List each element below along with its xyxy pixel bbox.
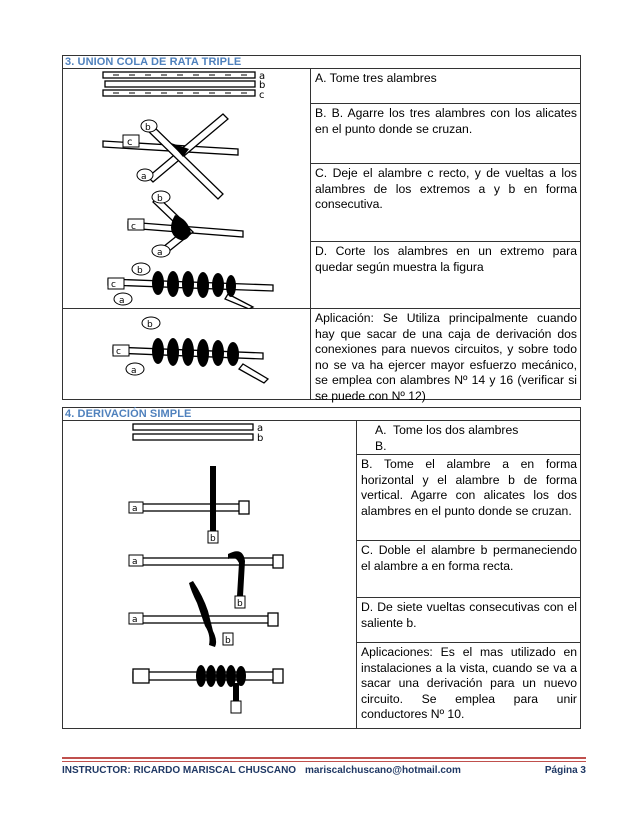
svg-text:c: c <box>111 280 116 290</box>
step-a-text: A. Tome tres alambres <box>315 71 437 85</box>
step-c-row <box>311 164 580 242</box>
triple-wire-illustration <box>63 69 311 309</box>
application-text: Aplicación: Se Utiliza principalmente cuando hay que sacar de una caja de derivación dos conexiones para nuevos circuitos, y sobre todo no se va ha ejercer mayor esfuerzo mecánico, se emplea con alambres Nº 14 y 16 (verificar si se puede con Nº 12) <box>315 311 577 403</box>
footer-instructor: INSTRUCTOR: RICARDO MARISCAL CHUSCANO <box>62 765 297 776</box>
step-d-row <box>357 598 580 643</box>
footer-rule <box>62 757 586 759</box>
step-a-row <box>357 421 580 455</box>
svg-text:a: a <box>132 557 138 567</box>
step-c-text: C. Deje el alambre c recto, y de vueltas a los alambres de los extremos a y b en forma consecutiva. <box>315 166 577 211</box>
footer-email: mariscalchuscano@hotmail.com <box>305 765 461 776</box>
section-union-cola-de-rata <box>62 55 581 403</box>
illustration-union-steps <box>63 69 311 308</box>
svg-text:a: a <box>132 504 138 514</box>
application-illustration <box>63 309 311 399</box>
step-a-item: A. Tome los dos alambres <box>375 423 519 437</box>
page-footer <box>62 765 586 779</box>
step-b-text: B. Tome el alambre a en forma horizontal y el alambre b de forma vertical. Agarre con alicates los dos alambres en el punto donde se cruzan. <box>361 457 577 518</box>
svg-text:b: b <box>210 534 216 544</box>
step-c-text: C. Doble el alambre b permaneciendo el alambre a en forma recta. <box>361 543 577 573</box>
step-b-text: B. B. Agarre los tres alambres con los alicates en el punto donde se cruzan. <box>315 106 577 136</box>
step-d-text: D. De siete vueltas consecutivas con el saliente b. <box>361 600 577 630</box>
svg-text:c: c <box>116 347 121 357</box>
step-a-text: A. Tome los dos alambres B. <box>357 421 580 454</box>
svg-text:b: b <box>157 194 163 204</box>
step-a-row <box>311 69 580 104</box>
footer-page-number: Página 3 <box>544 765 586 776</box>
step-d-text: D. Corte los alambres en un extremo para quedar según muestra la figura <box>315 244 577 274</box>
applications-text: Aplicaciones: Es el mas utilizado en instalaciones a la vista, cuando se va a sacar una derivación para un nuevo circuito. Se emplea para unir conductores Nº 10. <box>361 645 577 721</box>
svg-text:b: b <box>237 599 243 609</box>
step-c-row <box>357 541 580 598</box>
steps-block <box>63 69 580 309</box>
svg-text:a: a <box>119 296 125 306</box>
svg-text:a: a <box>132 615 138 625</box>
illustration-derivation-steps <box>63 421 357 728</box>
svg-text:b: b <box>259 80 266 91</box>
finished-coil-illustration <box>63 309 311 399</box>
svg-text:c: c <box>259 90 265 101</box>
svg-text:b: b <box>147 320 153 330</box>
svg-text:c: c <box>127 137 133 148</box>
svg-text:b: b <box>145 123 151 133</box>
steps-block <box>63 421 580 728</box>
svg-text:a: a <box>131 366 137 376</box>
derivation-illustration <box>63 421 357 728</box>
svg-text:a: a <box>257 423 264 434</box>
svg-text:a: a <box>157 248 163 258</box>
section-title: 3. UNION COLA DE RATA TRIPLE <box>63 56 580 69</box>
application-row <box>63 309 580 403</box>
applications-row <box>357 643 580 728</box>
step-b-row <box>311 104 580 164</box>
step-b-row <box>357 455 580 541</box>
svg-text:b: b <box>225 636 231 646</box>
svg-text:b: b <box>257 433 264 444</box>
svg-text:c: c <box>131 222 136 232</box>
section-derivacion-simple <box>62 407 581 729</box>
section-title: 4. DERIVACIÓN SIMPLE <box>63 408 580 421</box>
step-d-row <box>311 242 580 308</box>
footer-rule-thin <box>62 761 586 762</box>
svg-text:b: b <box>137 266 143 276</box>
svg-text:a: a <box>141 172 147 182</box>
svg-text:a: a <box>259 71 266 82</box>
